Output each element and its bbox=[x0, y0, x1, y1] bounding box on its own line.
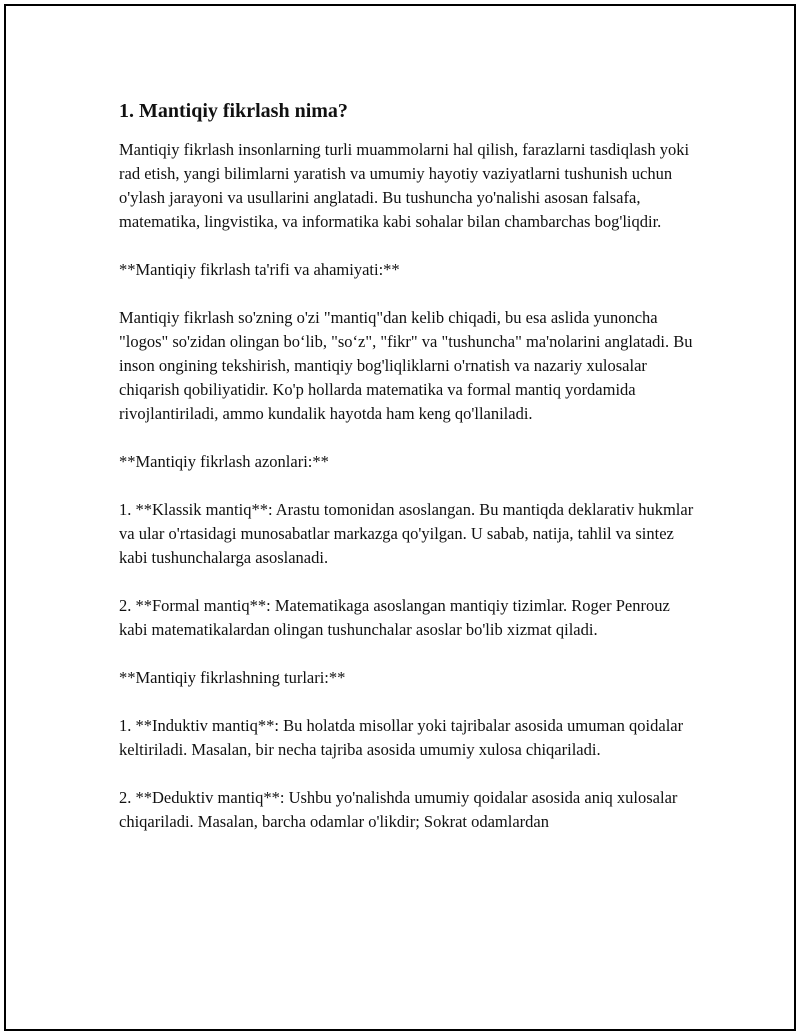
definition-paragraph: Mantiqiy fikrlash so'zning o'zi "mantiq"dan kelib chiqadi, bu esa aslida yunoncha "logos" so'zidan olingan bo‘lib, "so‘z", "fikr" va "tushuncha" ma'nolarini anglatadi. Bu inson ongining tekshirish, mantiqiy bog'liqliklarni o'rnatish va nazariy xulosalar chiqarish qobiliyatidir. Ko'p hollarda matematika va formal mantiq yordamida rivojlantiriladi, ammo kundalik hayotda ham keng qo'llaniladi. bbox=[119, 308, 693, 423]
section-heading: 1. Mantiqiy fikrlash nima? bbox=[119, 100, 348, 122]
deductive-logic-paragraph: 2. **Deduktiv mantiq**: Ushbu yo'nalishda umumiy qoidalar asosida aniq xulosalar chiqariladi. Masalan, barcha odamlar o'likdir; Sokrat odamlardan bbox=[119, 788, 678, 831]
foundations-subheading: **Mantiqiy fikrlash azonlari:** bbox=[119, 452, 329, 471]
document-body bbox=[119, 98, 699, 858]
document-page bbox=[4, 4, 796, 1031]
inductive-logic-paragraph: 1. **Induktiv mantiq**: Bu holatda misollar yoki tajribalar asosida umuman qoidalar keltiriladi. Masalan, bir necha tajriba asosida umumiy xulosa chiqariladi. bbox=[119, 716, 684, 759]
types-subheading: **Mantiqiy fikrlashning turlari:** bbox=[119, 668, 346, 687]
intro-paragraph: Mantiqiy fikrlash insonlarning turli muammolarni hal qilish, farazlarni tasdiqlash yoki rad etish, yangi bilimlarni yaratish va umumiy hayotiy vaziyatlarni tushunish uchun o'ylash jarayoni va usullarini anglatadi. Bu tushuncha yo'nalishi asosan falsafa, matematika, lingvistika, va informatika kabi sohalar bilan chambarchas bog'liqdir. bbox=[119, 140, 690, 231]
definition-subheading: **Mantiqiy fikrlash ta'rifi va ahamiyati:** bbox=[119, 260, 400, 279]
formal-logic-paragraph: 2. **Formal mantiq**: Matematikaga asoslangan mantiqiy tizimlar. Roger Penrouz kabi matematikalardan olingan tushunchalar asoslar bo'lib xizmat qiladi. bbox=[119, 596, 670, 639]
classical-logic-paragraph: 1. **Klassik mantiq**: Arastu tomonidan asoslangan. Bu mantiqda deklarativ hukmlar va ular o'rtasidagi munosabatlar markazga qo'yilgan. U sabab, natija, tahlil va sintez kabi tushunchalarga asoslanadi. bbox=[119, 500, 694, 567]
